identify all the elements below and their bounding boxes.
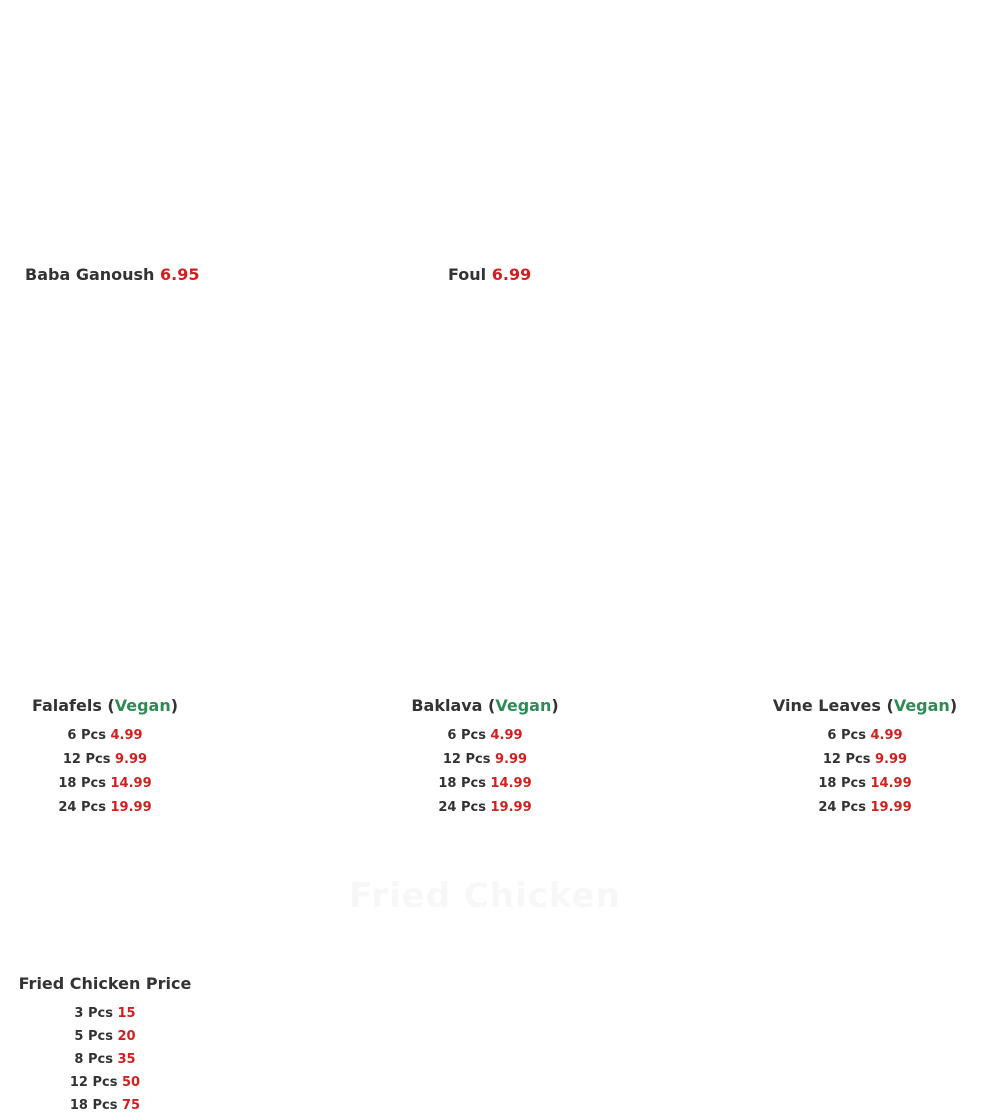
price-row: 12 Pcs 9.99 (442, 752, 528, 767)
vegan-tag: Vegan (114, 696, 171, 715)
item-title: Baklava (Vegan) (411, 696, 559, 715)
menu-item-vine-leaves (765, 696, 965, 816)
fried-chicken-price-list (5, 974, 205, 1114)
item-title: Fried Chicken Price (18, 974, 192, 993)
item-name: Falafels (31, 696, 102, 715)
price-row: 18 Pcs 14.99 (438, 776, 532, 791)
vegan-tag: Vegan (495, 696, 552, 715)
price-row: 3 Pcs 15 (74, 1006, 136, 1021)
price-row: 6 Pcs 4.99 (827, 728, 903, 743)
price-row: 24 Pcs 19.99 (58, 800, 152, 815)
item-price: 6.99 (491, 265, 532, 284)
menu-item-baklava (385, 696, 585, 816)
item-name: Baklava (411, 696, 483, 715)
price-row: 12 Pcs 9.99 (62, 752, 148, 767)
price-row: 6 Pcs 4.99 (447, 728, 523, 743)
price-row: 24 Pcs 19.99 (818, 800, 912, 815)
menu-item-baba-ganoush (25, 265, 200, 285)
section-heading-fried-chicken: Fried Chicken (349, 876, 621, 916)
vegan-tag: Vegan (893, 696, 950, 715)
item-name: Vine Leaves (772, 696, 881, 715)
price-row: 12 Pcs 9.99 (822, 752, 908, 767)
price-row: 8 Pcs 35 (74, 1052, 136, 1067)
price-row: 18 Pcs 14.99 (58, 776, 152, 791)
price-row: 6 Pcs 4.99 (67, 728, 143, 743)
menu-item-falafels (5, 696, 205, 816)
item-name: Foul (448, 265, 487, 284)
price-row: 18 Pcs 14.99 (818, 776, 912, 791)
item-title: Vine Leaves (Vegan) (772, 696, 958, 715)
price-row: 5 Pcs 20 (74, 1029, 136, 1044)
item-title: Falafels (Vegan) (31, 696, 179, 715)
item-name: Baba Ganoush (25, 265, 155, 284)
price-row: 12 Pcs 50 (69, 1075, 141, 1090)
price-row: 18 Pcs 75 (69, 1098, 141, 1113)
price-row: 24 Pcs 19.99 (438, 800, 532, 815)
item-price: 6.95 (160, 265, 200, 284)
menu-item-foul (448, 265, 531, 285)
